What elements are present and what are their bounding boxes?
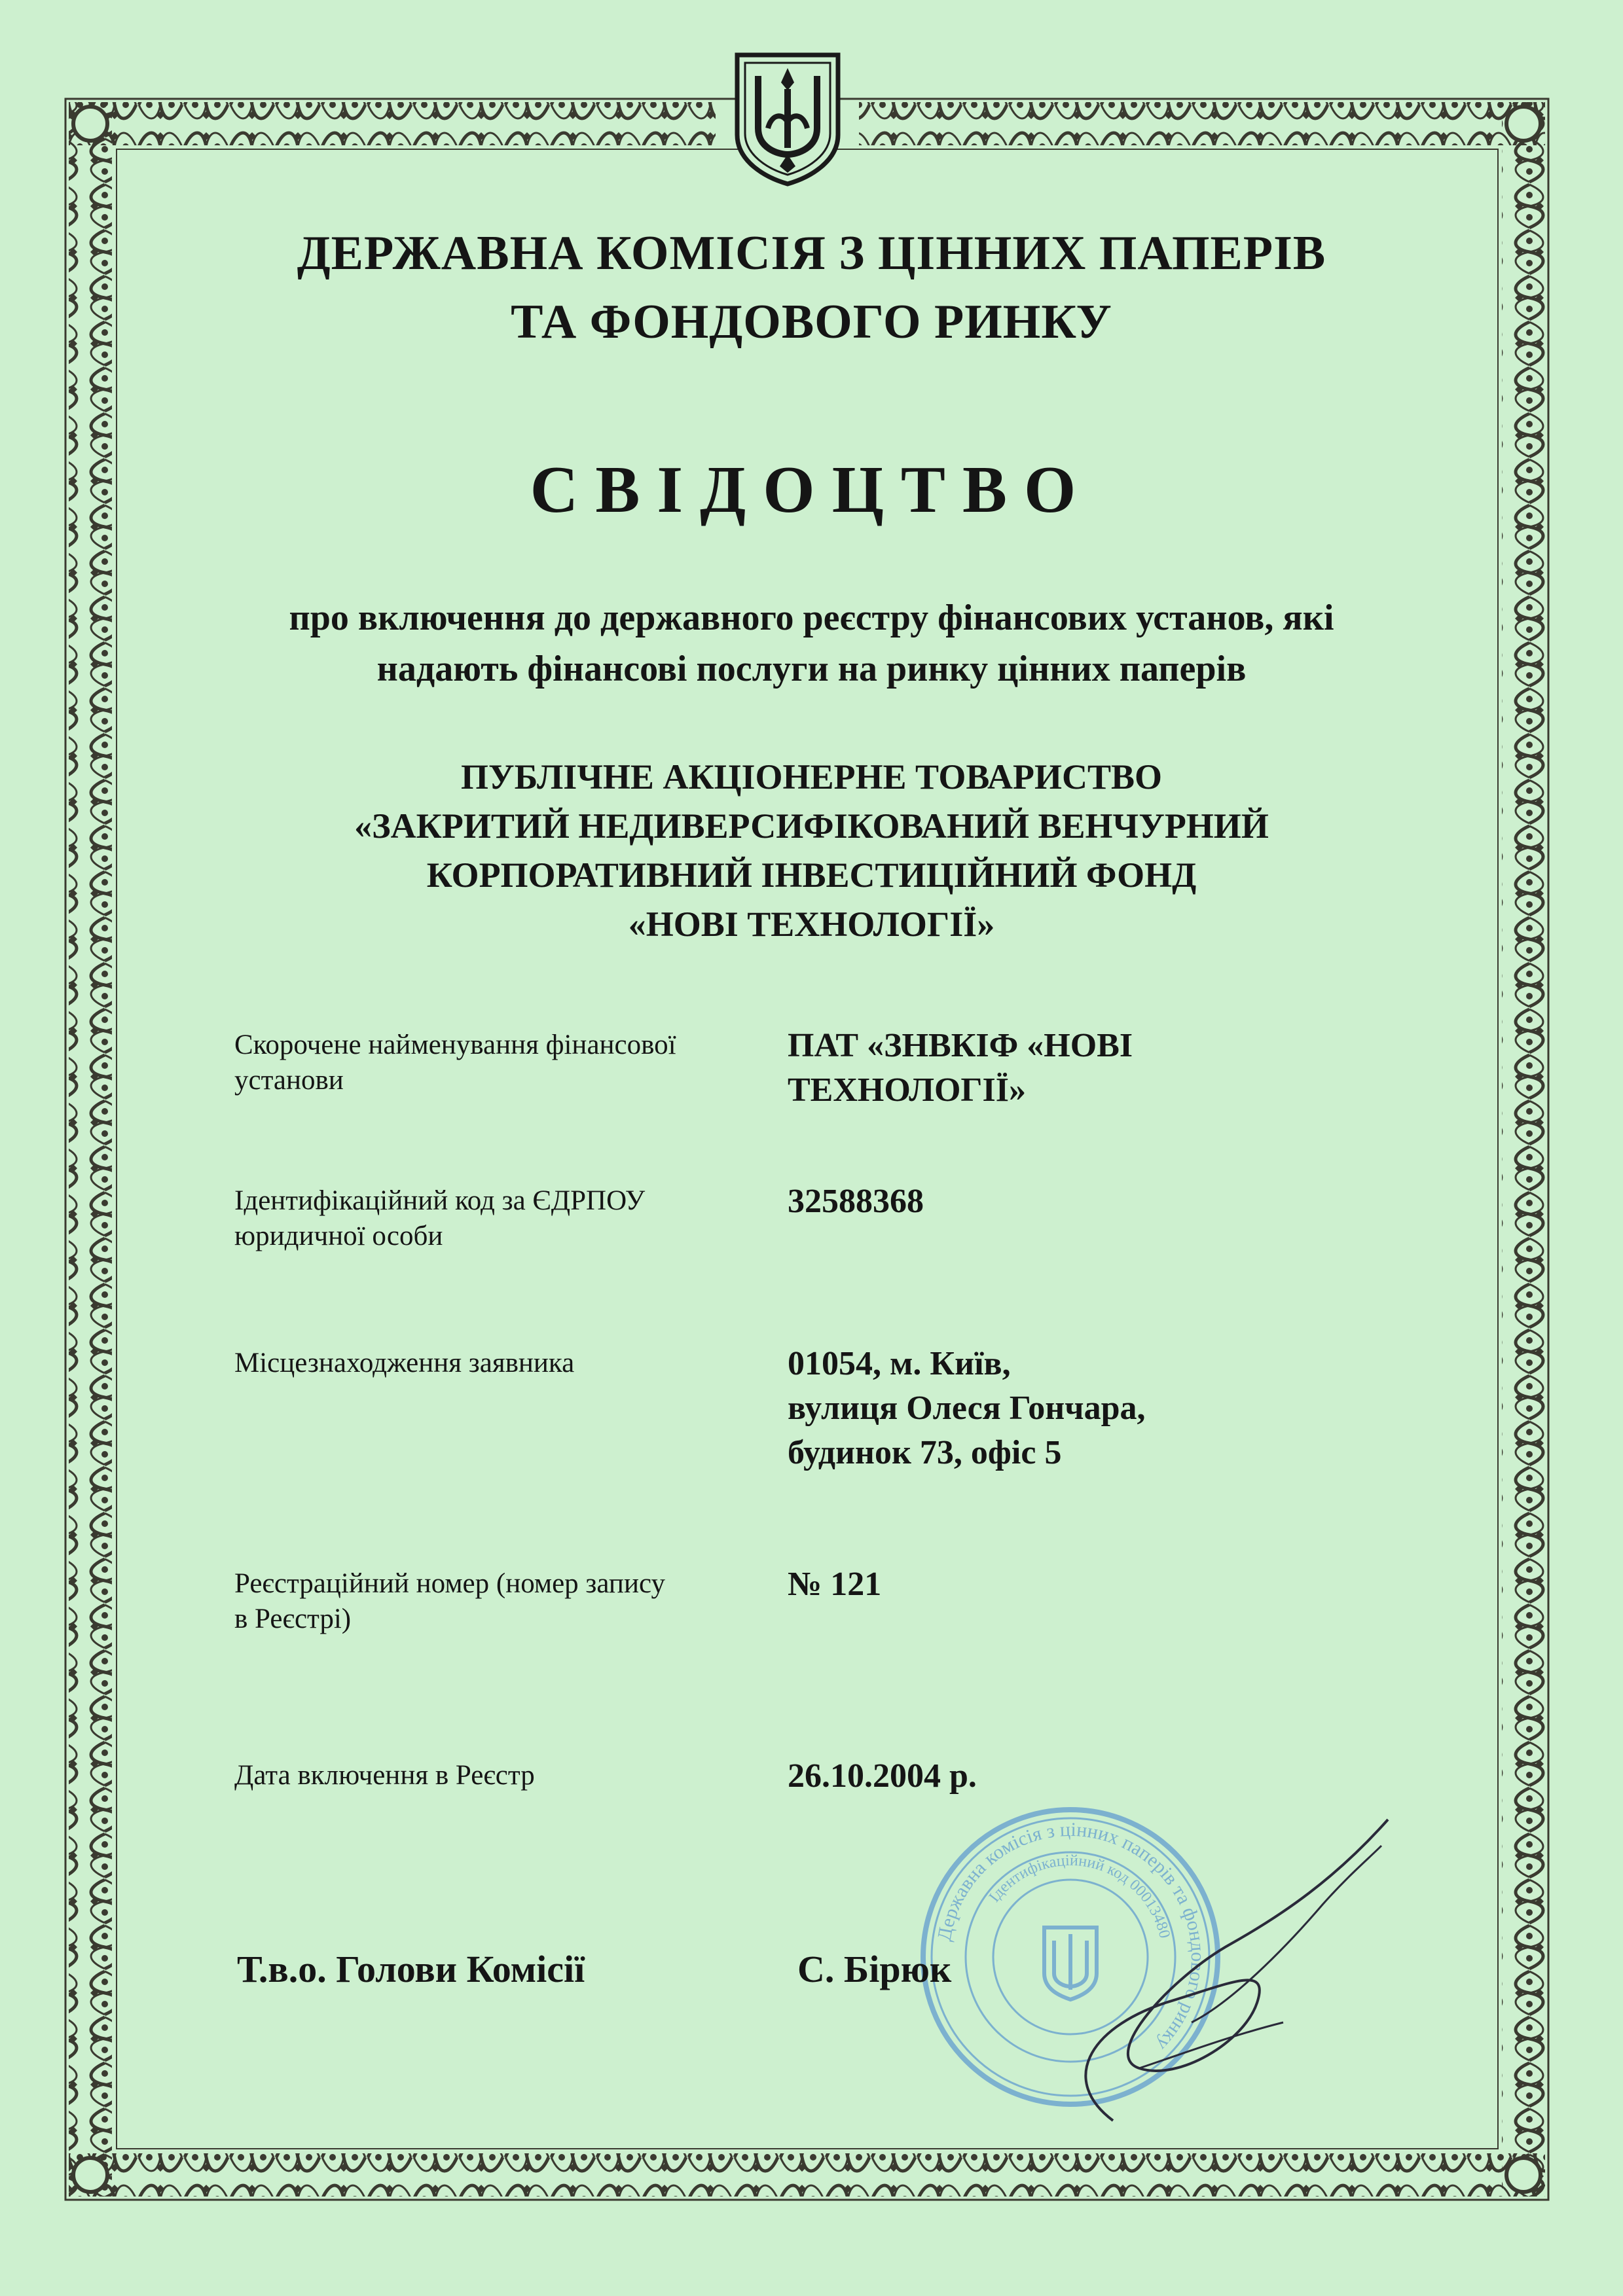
subtitle-line-1: про включення до державного реєстру фінансових установ, які (289, 598, 1334, 638)
signatory-name: С. Бірюк (797, 1948, 952, 1990)
value-line: № 121 (788, 1566, 882, 1603)
label-line: Скорочене найменування фінансової (234, 1030, 676, 1060)
company-line-4: «НОВІ ТЕХНОЛОГІЇ» (628, 905, 995, 944)
field-label (234, 1028, 758, 1098)
issuer-line-1: ДЕРЖАВНА КОМІСІЯ З ЦІННИХ ПАПЕРІВ (297, 226, 1326, 280)
issuer-line-2: ТА ФОНДОВОГО РИНКУ (511, 295, 1112, 349)
stamp-outer-text: Державна комісія з цінних паперів та фондового ринку (933, 1818, 1209, 2055)
state-emblem-icon (732, 50, 843, 187)
label-line: Дата включення в Реєстр (234, 1760, 535, 1791)
value-line: 32588368 (788, 1183, 924, 1220)
field-value (788, 1754, 1377, 1799)
value-line: 01054, м. Київ, (788, 1345, 1011, 1382)
company-full-name (0, 753, 1623, 949)
company-line-2: «ЗАКРИТИЙ НЕДИВЕРСИФІКОВАНИЙ ВЕНЧУРНИЙ (354, 806, 1269, 846)
signatory-position: Т.в.о. Голови Комісії (237, 1948, 585, 1990)
label-line: в Реєстрі) (234, 1604, 352, 1634)
field-label (234, 1183, 758, 1254)
field-value (788, 1342, 1377, 1475)
label-line: Місцезнаходження заявника (234, 1348, 575, 1378)
field-label (234, 1346, 758, 1381)
field-label (234, 1758, 758, 1793)
issuer-name (0, 219, 1623, 357)
field-value (788, 1562, 1377, 1607)
label-line: юридичної особи (234, 1221, 443, 1251)
document-subtitle (0, 592, 1623, 694)
value-line: 26.10.2004 р. (788, 1757, 977, 1795)
value-line: вулиця Олеся Гончара, (788, 1390, 1146, 1427)
label-line: Ідентифікаційний код за ЄДРПОУ (234, 1185, 646, 1216)
stamp-inner-text: Ідентифікаційний код 00013480 (985, 1852, 1173, 1940)
company-line-1: ПУБЛІЧНЕ АКЦІОНЕРНЕ ТОВАРИСТВО (460, 757, 1163, 797)
document-title: СВІДОЦТВО (530, 453, 1093, 527)
field-value (788, 1179, 1377, 1224)
label-line: Реєстраційний номер (номер запису (234, 1568, 665, 1599)
value-line: ПАТ «ЗНВКІФ «НОВІ (788, 1027, 1133, 1064)
label-line: установи (234, 1065, 344, 1096)
field-value (788, 1024, 1377, 1113)
subtitle-line-2: надають фінансові послуги на ринку цінних паперів (376, 649, 1247, 689)
value-line: ТЕХНОЛОГІЇ» (788, 1071, 1026, 1109)
field-label (234, 1566, 758, 1637)
value-line: будинок 73, офіс 5 (788, 1434, 1062, 1471)
company-line-3: КОРПОРАТИВНИЙ ІНВЕСТИЦІЙНИЙ ФОНД (426, 855, 1197, 895)
